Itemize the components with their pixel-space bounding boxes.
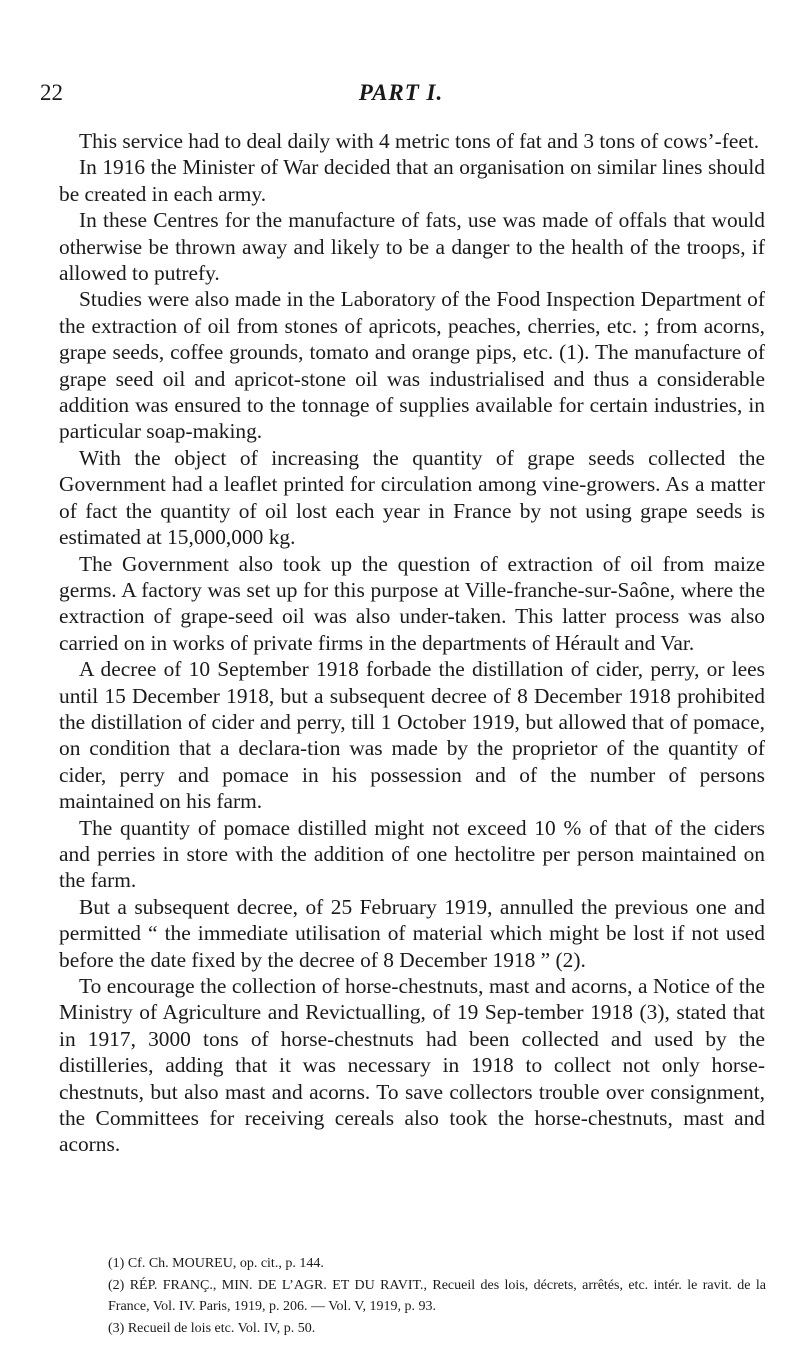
footnote: (2) RÉP. FRANÇ., MIN. DE L’AGR. ET DU RAVIT., Recueil des lois, décrets, arrêtés, etc. intér. le ravit. de la France, Vol. IV. Paris, 1919, p. 206. — Vol. V, 1919, p. 93. [108, 1277, 766, 1314]
paragraph: The quantity of pomace distilled might not exceed 10 % of that of the ciders and perries in store with the addition of one hectolitre per person maintained on the farm. [59, 815, 765, 893]
paragraph: This service had to deal daily with 4 metric tons of fat and 3 tons of cows’-feet. [79, 129, 760, 153]
paragraph: In these Centres for the manufacture of fats, use was made of offals that would otherwise be thrown away and likely to be a danger to the health of the troops, if allowed to putrefy. [59, 208, 765, 286]
body-text [59, 128, 765, 1158]
footnote: (3) Recueil de lois etc. Vol. IV, p. 50. [108, 1320, 316, 1336]
footnote: (1) Cf. Ch. MOUREU, op. cit., p. 144. [108, 1256, 324, 1271]
paragraph: With the object of increasing the quantity of grape seeds collected the Government had a leaflet printed for circulation among vine-growers. As a matter of fact the quantity of oil lost each year in France by not using grape seeds is estimated at 15,000,000 kg. [59, 445, 765, 550]
page-number: 22 [40, 80, 63, 105]
paragraph: But a subsequent decree, of 25 February 1919, annulled the previous one and permitted “ the immediate utilisation of material which might be lost if not used before the date fixed by the decree of 8 December 1918 ” (2). [59, 894, 765, 972]
running-head: PART I. [358, 80, 444, 105]
paragraph: A decree of 10 September 1918 forbade the distillation of cider, perry, or lees until 15 December 1918, but a subsequent decree of 8 December 1918 prohibited the distillation of cider and perry, till 1 October 1919, but allowed that of pomace, on condition that a declara-tion was made by the proprietor of the quantity of cider, perry and pomace in his possession and of the number of persons maintained on his farm. [59, 657, 765, 814]
paragraph: To encourage the collection of horse-chestnuts, mast and acorns, a Notice of the Ministry of Agriculture and Revictualling, of 19 Sep-tember 1918 (3), stated that in 1917, 3000 tons of horse-chestnuts had been collected and used by the distilleries, adding that it was necessary in 1918 to collect not only horse-chestnuts, but also mast and acorns. To save collectors trouble over consignment, the Committees for receiving cereals also took the horse-chestnuts, mast and acorns. [59, 974, 765, 1157]
footnotes [80, 1253, 766, 1339]
paragraph: Studies were also made in the Laboratory of the Food Inspection Department of the extraction of oil from stones of apricots, peaches, cherries, etc. ; from acorns, grape seeds, coffee grounds, tomato and orange pips, etc. (1). The manufacture of grape seed oil and apricot-stone oil was industrialised and thus a considerable addition was ensured to the tonnage of supplies available for certain industries, in particular soap-making. [59, 287, 765, 444]
page-header [40, 80, 762, 110]
paragraph: In 1916 the Minister of War decided that an organisation on similar lines should be created in each army. [59, 155, 765, 206]
paragraph: The Government also took up the question of extraction of oil from maize germs. A factory was set up for this purpose at Ville-franche-sur-Saône, where the extraction of grape-seed oil was also under-taken. This latter process was also carried on in works of private firms in the departments of Hérault and Var. [59, 551, 765, 655]
